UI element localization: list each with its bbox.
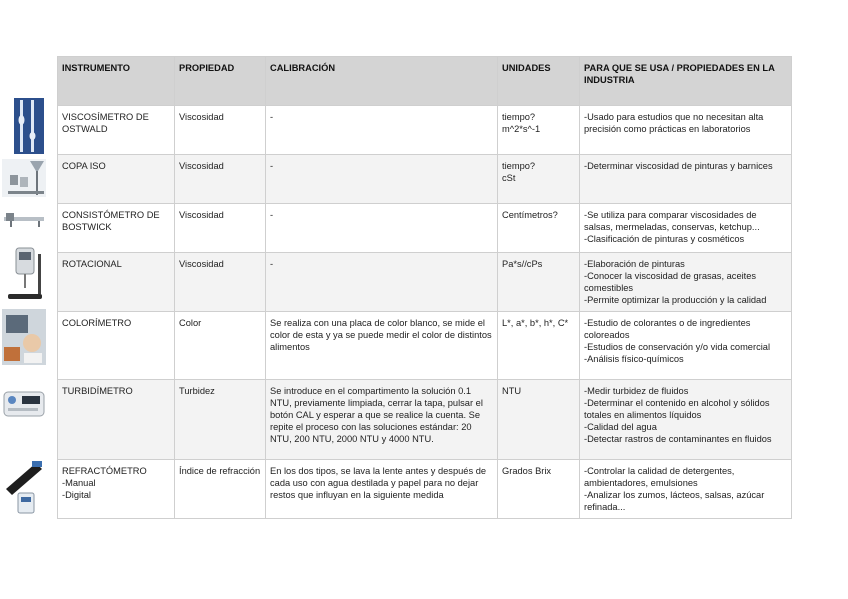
table-row — [58, 460, 792, 519]
header-uso: PARA QUE SE USA / PROPIEDADES EN LA INDUSTRIA — [580, 57, 792, 106]
cell-instrumento: CONSISTÓMETRO DE BOSTWICK — [58, 204, 175, 253]
table-row — [58, 312, 792, 380]
cell-instrumento: VISCOSÍMETRO DE OSTWALD — [58, 106, 175, 155]
cell-instrumento: TURBIDÍMETRO — [58, 380, 175, 460]
cell-unidades: L*, a*, b*, h*, C* — [498, 312, 580, 380]
cell-instrumento: ROTACIONAL — [58, 253, 175, 312]
cell-propiedad: Viscosidad — [175, 106, 266, 155]
cell-uso: -Elaboración de pinturas -Conocer la viscosidad de grasas, aceites comestibles -Permite optimizar la producción y la calidad — [580, 253, 792, 312]
cell-calibracion: - — [266, 155, 498, 204]
cell-uso: -Se utiliza para comparar viscosidades de salsas, mermeladas, conservas, ketchup... -Clasificación de pinturas y cosméticos — [580, 204, 792, 253]
cell-instrumento: REFRACTÓMETRO -Manual -Digital — [58, 460, 175, 519]
cell-unidades: tiempo? m^2*s^-1 — [498, 106, 580, 155]
instruments-table — [57, 56, 792, 519]
cell-unidades: Grados Brix — [498, 460, 580, 519]
cell-instrumento: COLORÍMETRO — [58, 312, 175, 380]
ostwald-viscometer-photo — [2, 98, 46, 154]
turbidimeter-photo — [2, 386, 46, 420]
rotational-viscometer-photo — [2, 244, 46, 302]
cell-uso: -Determinar viscosidad de pinturas y barnices — [580, 155, 792, 204]
cell-calibracion: - — [266, 204, 498, 253]
cell-propiedad: Índice de refracción — [175, 460, 266, 519]
header-unidades: UNIDADES — [498, 57, 580, 106]
cell-unidades: NTU — [498, 380, 580, 460]
cell-uso: -Controlar la calidad de detergentes, ambientadores, emulsiones -Analizar los zumos, lácteos, salsas, azúcar refinada... — [580, 460, 792, 519]
cell-instrumento: COPA ISO — [58, 155, 175, 204]
cell-propiedad: Viscosidad — [175, 253, 266, 312]
cell-unidades: tiempo? cSt — [498, 155, 580, 204]
bostwick-consistometer-photo — [2, 205, 46, 231]
iso-cup-photo — [2, 159, 46, 197]
header-instrumento: INSTRUMENTO — [58, 57, 175, 106]
table-row — [58, 380, 792, 460]
table-row — [58, 155, 792, 204]
table-row — [58, 106, 792, 155]
colorimeter-photo — [2, 309, 46, 365]
cell-propiedad: Turbidez — [175, 380, 266, 460]
table-header-row — [58, 57, 792, 106]
cell-calibracion: - — [266, 106, 498, 155]
cell-unidades: Pa*s//cPs — [498, 253, 580, 312]
cell-uso: -Medir turbidez de fluidos -Determinar el contenido en alcohol y sólidos totales en alimentos líquidos -Calidad del agua -Detectar rastros de contaminantes en fluidos — [580, 380, 792, 460]
cell-uso: -Usado para estudios que no necesitan alta precisión como prácticas en laboratorios — [580, 106, 792, 155]
table-row — [58, 253, 792, 312]
header-propiedad: PROPIEDAD — [175, 57, 266, 106]
cell-calibracion: - — [266, 253, 498, 312]
cell-propiedad: Color — [175, 312, 266, 380]
cell-calibracion: En los dos tipos, se lava la lente antes y después de cada uso con agua destilada y papel para no dejar restos que influyan en la siguiente medida — [266, 460, 498, 519]
cell-propiedad: Viscosidad — [175, 204, 266, 253]
header-calibracion: CALIBRACIÓN — [266, 57, 498, 106]
table-row — [58, 204, 792, 253]
cell-calibracion: Se introduce en el compartimento la solución 0.1 NTU, previamente limpiada, cerrar la tapa, pulsar el botón CAL y esperar a que se realice la cuenta. Se repite el proceso con las soluciones estándar: 20 NTU, 200 NTU, 2000 NTU y 4000 NTU. — [266, 380, 498, 460]
cell-propiedad: Viscosidad — [175, 155, 266, 204]
cell-unidades: Centímetros? — [498, 204, 580, 253]
cell-uso: -Estudio de colorantes o de ingredientes coloreados -Estudios de conservación y/o vida comercial -Análisis físico-químicos — [580, 312, 792, 380]
refractometer-photo — [2, 459, 46, 515]
cell-calibracion: Se realiza con una placa de color blanco, se mide el color de esta y ya se puede medir el color de distintos alimentos — [266, 312, 498, 380]
